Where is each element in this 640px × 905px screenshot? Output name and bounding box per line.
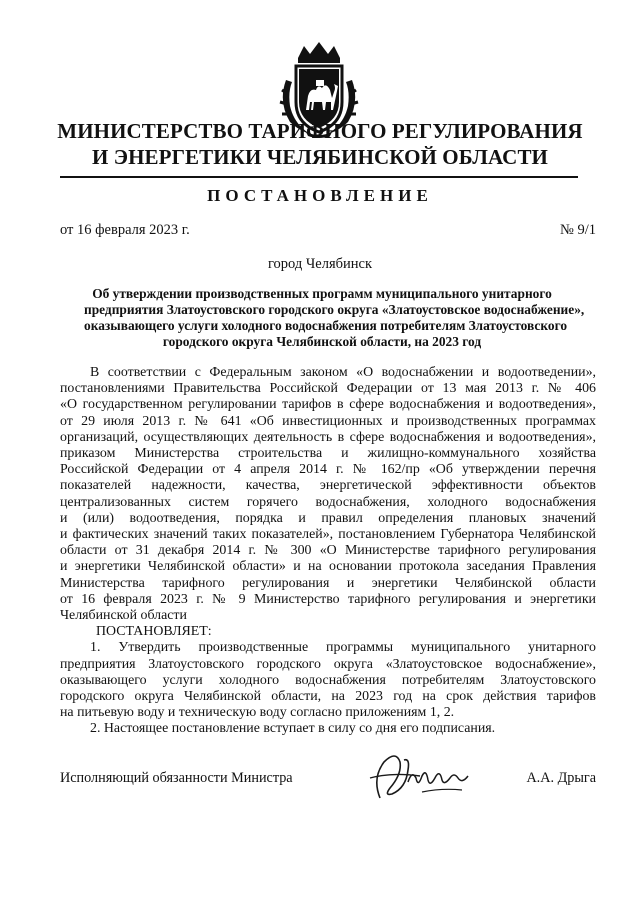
title-line: предприятия Златоустовского городского округа «Златоустовское водоснабжение», xyxy=(84,302,585,317)
preamble-line: Челябинской области xyxy=(60,608,187,624)
preamble-line: области от 31 декабря 2014 г. № 300 «О Министерстве тарифного регулирования xyxy=(60,543,596,559)
preamble-line: централизованных систем горячего водоснабжения, холодного водоснабжения xyxy=(60,494,596,510)
signer-name: А.А. Дрыга xyxy=(526,770,596,786)
ministry-name-line2: И ЭНЕРГЕТИКИ ЧЕЛЯБИНСКОЙ ОБЛАСТИ xyxy=(92,145,548,169)
preamble-line: и (или) водоотведения, порядка и правил определения плановых значений xyxy=(60,510,596,526)
title-line: городского округа Челябинской области, на 2023 год xyxy=(162,334,482,349)
item-1-line: предприятия Златоустовского городского округа «Златоустовское водоснабжение», xyxy=(60,656,596,672)
preamble-line: приказом Министерства строительства и жилищно-коммунального хозяйства xyxy=(60,446,596,462)
document-type: ПОСТАНОВЛЕНИЕ xyxy=(207,186,433,205)
title-line: Об утверждении производственных программ муниципального унитарного xyxy=(92,286,552,301)
item-1-line: оказывающего услуги холодного водоснабжения потребителям Златоустовского xyxy=(60,672,596,688)
preamble-line: от 29 июля 2013 г. № 641 «Об инвестиционных и производственных программах xyxy=(60,413,596,429)
document-title xyxy=(84,286,585,350)
signer-position: Исполняющий обязанности Министра xyxy=(60,770,293,786)
ministry-name-line1: МИНИСТЕРСТВО ТАРИФНОГО РЕГУЛИРОВАНИЯ xyxy=(57,119,583,143)
preamble-line: организаций, осуществляющих деятельность в сфере водоснабжения и водоотведения», xyxy=(60,429,596,445)
preamble-line: показателей надежности, качества, энергетической эффективности объектов xyxy=(60,478,596,494)
item-2-line: 2. Настоящее постановление вступает в силу со дня его подписания. xyxy=(90,721,496,737)
preamble-line: от 16 февраля 2023 г. № 9 Министерство тарифного регулирования и энергетики xyxy=(60,591,596,607)
document-date: от 16 февраля 2023 г. xyxy=(60,222,190,238)
document-body xyxy=(60,365,596,738)
item-1-line: на питьевую воду и техническую воду согласно приложениям 1, 2. xyxy=(60,705,455,721)
preamble-line: и фактических значений таких показателей», постановлением Губернатора Челябинской xyxy=(60,527,596,543)
handwritten-signature xyxy=(362,748,482,804)
preamble-line: и энергетики Челябинской области» и на основании протокола заседания Правления xyxy=(60,559,596,575)
resolution-declaration: ПОСТАНОВЛЯЕТ: xyxy=(96,624,212,640)
preamble-line: Министерства тарифного регулирования и энергетики Челябинской области xyxy=(60,575,596,591)
item-1-line: 1. Утвердить производственные программы муниципального унитарного xyxy=(90,640,596,656)
preamble-line: Российской Федерации от 4 апреля 2014 г. № 162/пр «Об утверждении перечня xyxy=(60,462,596,478)
document-city: город Челябинск xyxy=(267,256,373,272)
title-line: оказывающего услуги холодного водоснабжения потребителям Златоустовского xyxy=(84,318,568,333)
document-number: № 9/1 xyxy=(560,222,596,238)
preamble-line: постановлениями Правительства Российской Федерации от 13 мая 2013 г. № 406 xyxy=(60,381,596,397)
item-1-line: городского округа Челябинской области, на 2023 год на срок действия тарифов xyxy=(60,689,596,705)
preamble-line: В соответствии с Федеральным законом «О водоснабжении и водоотведении», xyxy=(90,365,596,380)
preamble-line: «О государственном регулировании тарифов в сфере водоснабжения и водоотведения», xyxy=(60,397,596,413)
header-divider xyxy=(60,176,578,178)
